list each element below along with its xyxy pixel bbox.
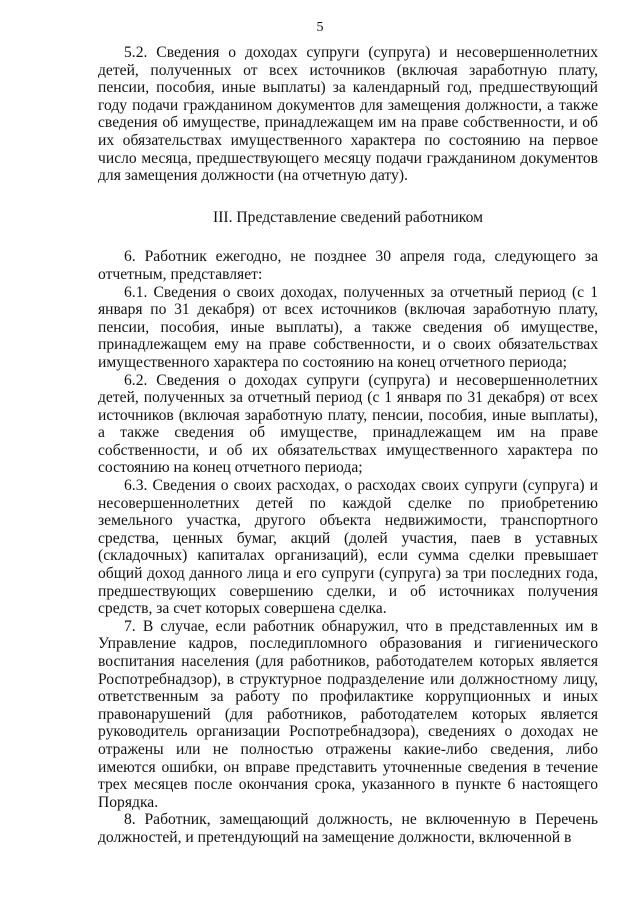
- paragraph-8: 8. Работник, замещающий должность, не включенную в Перечень должностей, и претендующий на замещение должности, включенной в: [98, 811, 598, 846]
- paragraph-7: 7. В случае, если работник обнаружил, что в представленных им в Управление кадров, последипломного образования и гигиенического воспитания населения (для работников, работодателем которых является Роспотребнадзор), в структурное подразделение или должностному лицу, ответственным за работу по профилактике коррупционных и иных правонарушений (для работников, работодателем которых является руководитель организации Роспотребнадзора), сведениях о доходах не отражены или не полностью отражены какие-либо сведения, либо имеются ошибки, он вправе представить уточненные сведения в течение трех месяцев после окончания срока, указанного в пункте 6 настоящего Порядка.: [98, 617, 598, 811]
- paragraph-5-2: 5.2. Сведения о доходах супруги (супруга) и несовершеннолетних детей, полученных от всех источников (включая заработную плату, пенсии, пособия, иные выплаты) за календарный год, предшествующий году подачи гражданином документов для замещения должности, а также сведения об имуществе, принадлежащем им на праве собственности, и об их обязательствах имущественного характера по состоянию на первое число месяца, предшествующего месяцу подачи гражданином документов для замещения должности (на отчетную дату).: [98, 44, 598, 185]
- section-title: III. Представление сведений работником: [213, 208, 483, 226]
- page-number: 5: [316, 20, 324, 35]
- paragraph-6-3: 6.3. Сведения о своих расходах, о расходах своих супруги (супруга) и несовершеннолетних детей по каждой сделке по приобретению земельного участка, другого объекта недвижимости, транспортного средства, ценных бумаг, акций (долей участия, паев в уставных (складочных) капиталах организаций), если сумма сделки превышает общий доход данного лица и его супруги (супруга) за три последних года, предшествующих совершению сделки, и об источниках получения средств, за счет которых совершена сделка.: [98, 477, 598, 618]
- paragraph-6-1: 6.1. Сведения о своих доходах, полученных за отчетный период (с 1 января по 31 декабря) от всех источников (включая заработную плату, пенсии, пособия, иные выплаты), а также сведения об имуществе, принадлежащем ему на праве собственности, и о своих обязательствах имущественного характера по состоянию на конец отчетного периода;: [98, 283, 598, 371]
- document-body: [98, 44, 598, 847]
- paragraph-6: 6. Работник ежегодно, не позднее 30 апреля года, следующего за отчетным, представляет:: [98, 248, 598, 283]
- paragraph-6-2: 6.2. Сведения о доходах супруги (супруга) и несовершеннолетних детей, полученных за отчетный период (с 1 января по 31 декабря) от всех источников (включая заработную плату, пенсии, пособия, иные выплаты), а также сведения об имуществе, принадлежащем им на праве собственности, и об их обязательствах имущественного характера по состоянию на конец отчетного периода;: [98, 371, 598, 477]
